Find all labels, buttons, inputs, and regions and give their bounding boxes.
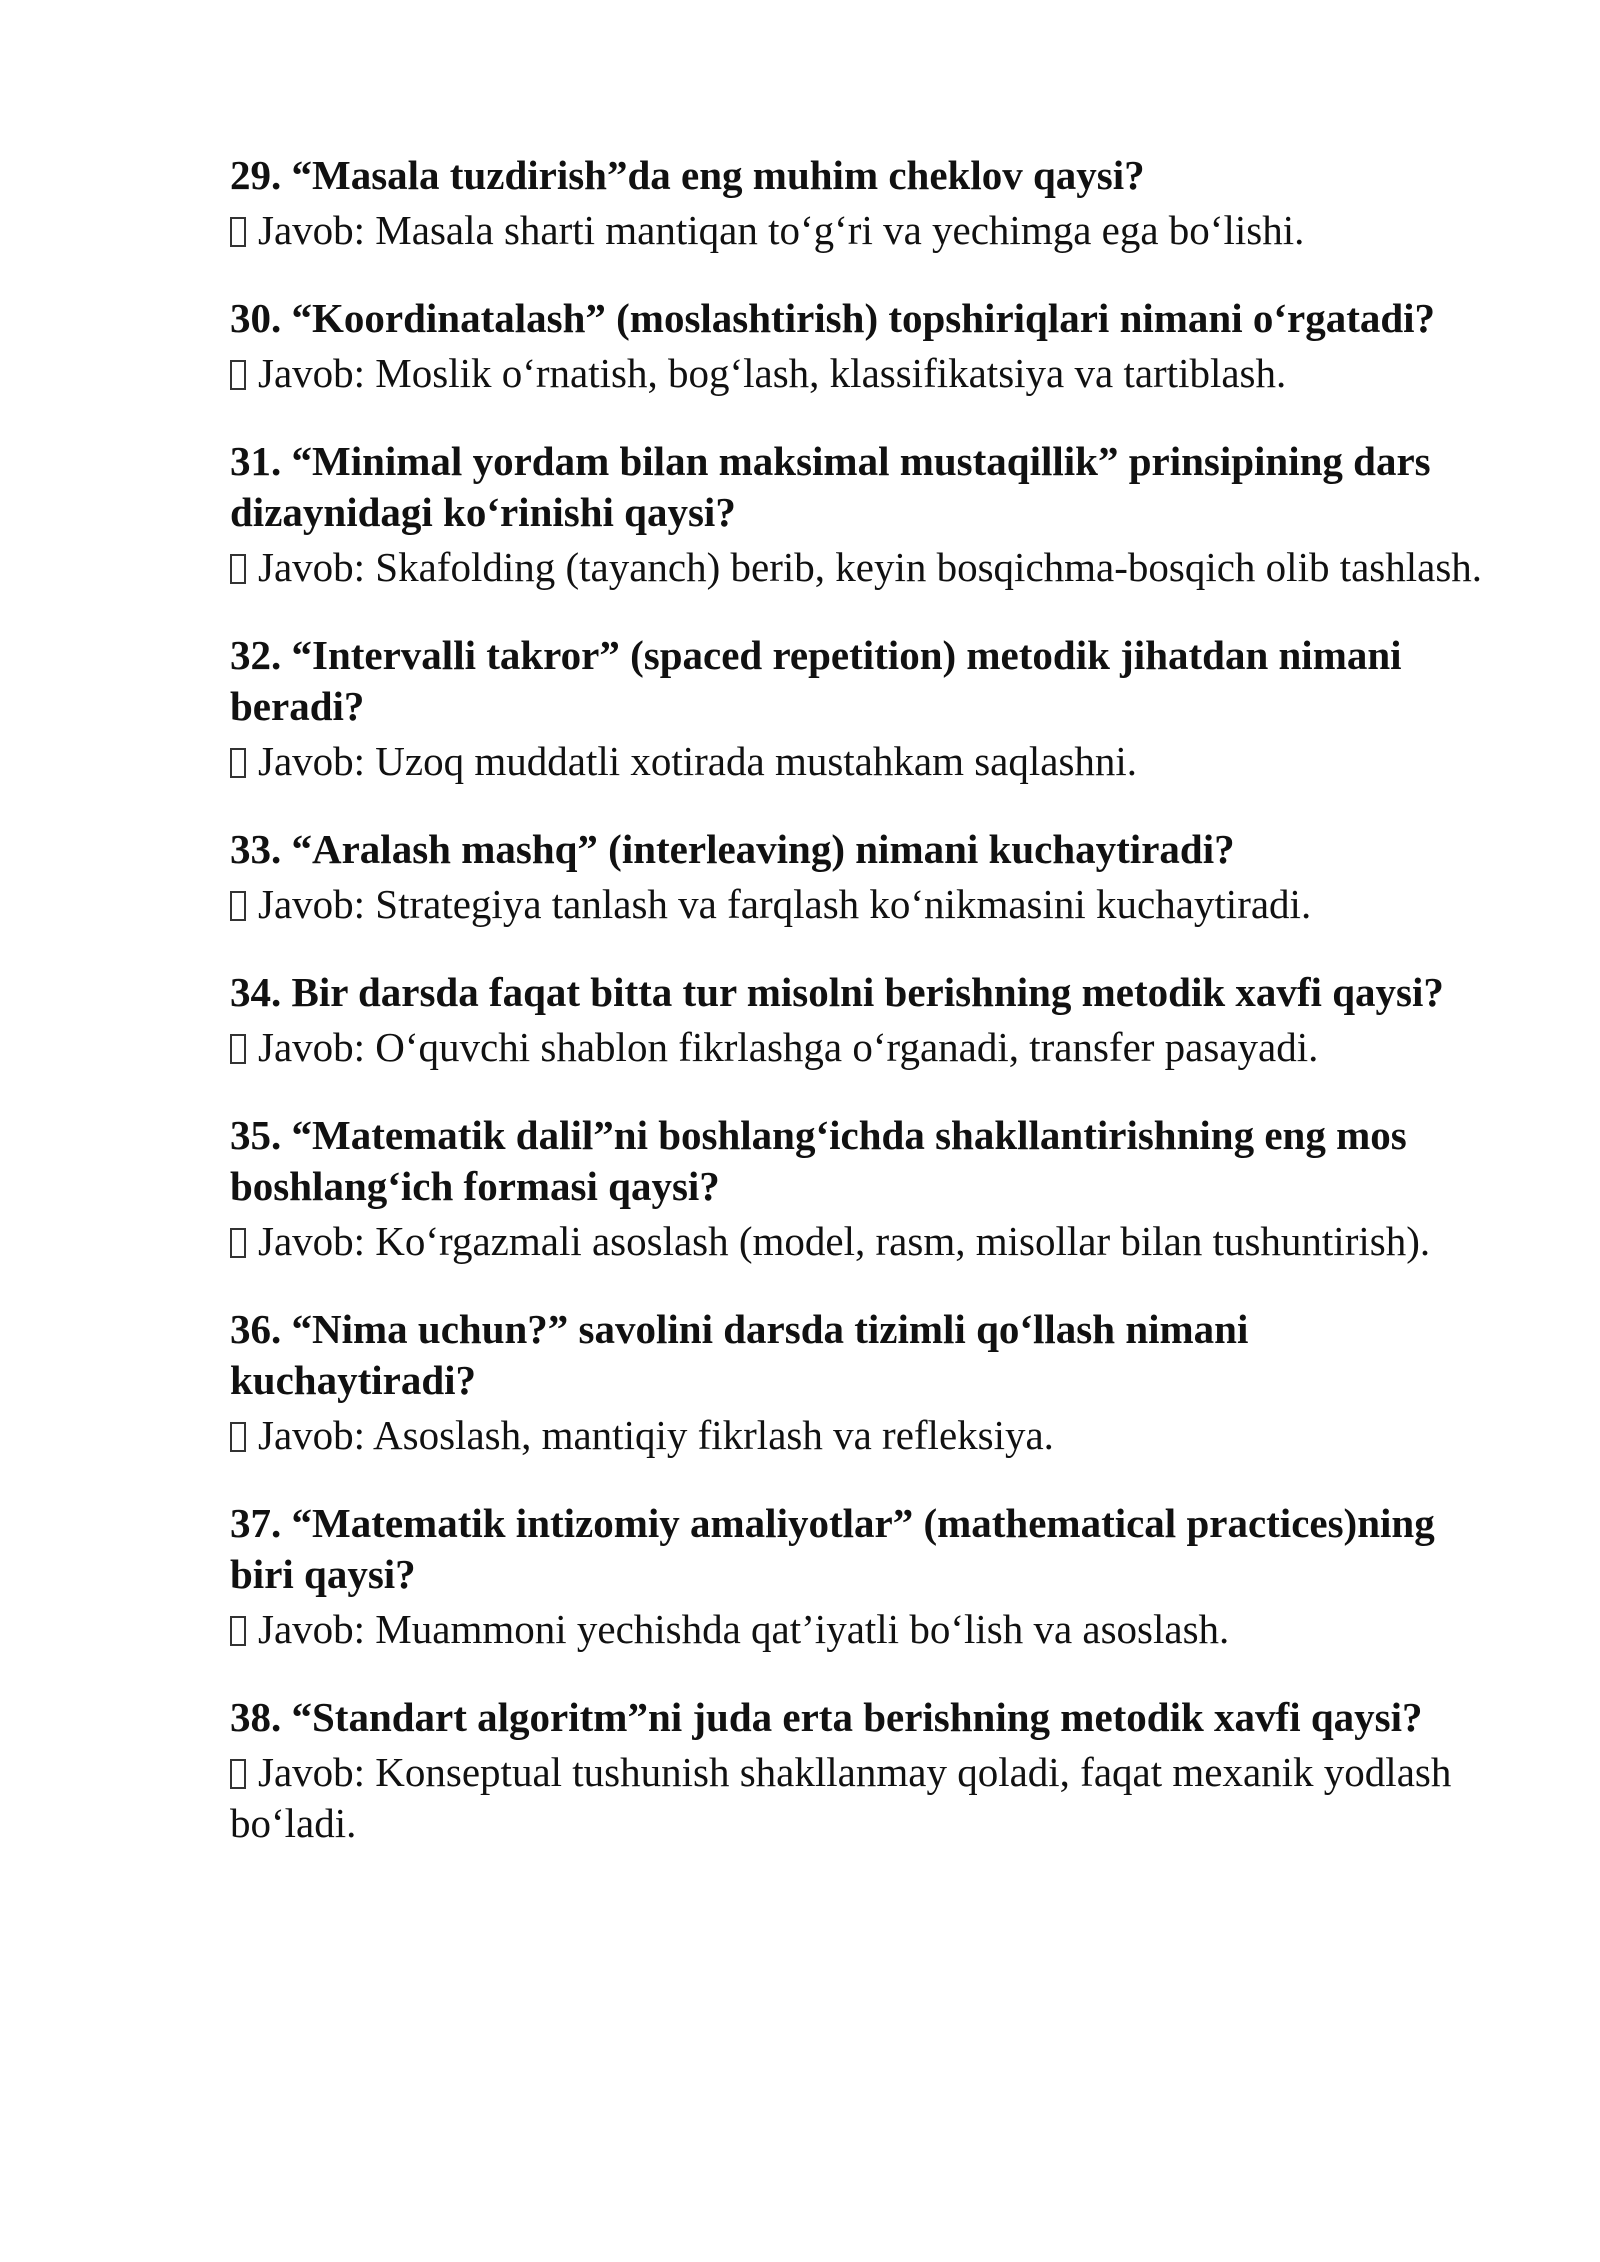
answer-30 — [230, 348, 1500, 399]
answer-31 — [230, 542, 1500, 593]
qa-item-29 — [230, 150, 1500, 256]
question-35: 35. “Matematik dalil”ni boshlang‘ichda shakllantirishning eng mos boshlang‘ich formasi qaysi? — [230, 1112, 1407, 1209]
question-33: 33. “Aralash mashq” (interleaving) nimani kuchaytiradi? — [230, 826, 1235, 872]
answer-text-36: Javob: Asoslash, mantiqiy fikrlash va refleksiya. — [258, 1412, 1054, 1458]
answer-text-35: Javob: Ko‘rgazmali asoslash (model, rasm, misollar bilan tushuntirish). — [258, 1218, 1431, 1264]
qa-item-37 — [230, 1498, 1500, 1655]
answer-32 — [230, 736, 1500, 787]
answer-29 — [230, 205, 1500, 256]
qa-item-31 — [230, 436, 1500, 593]
answer-text-31: Javob: Skafolding (tayanch) berib, keyin bosqichma-bosqich olib tashlash. — [258, 544, 1483, 590]
question-36: 36. “Nima uchun?” savolini darsda tizimli qo‘llash nimani kuchaytiradi? — [230, 1306, 1249, 1403]
qa-item-33 — [230, 824, 1500, 930]
qa-item-36 — [230, 1304, 1500, 1461]
missing-glyph-box-icon — [230, 1422, 246, 1452]
missing-glyph-box-icon — [230, 1616, 246, 1646]
answer-37 — [230, 1604, 1500, 1655]
answer-text-30: Javob: Moslik o‘rnatish, bog‘lash, klassifikatsiya va tartiblash. — [258, 350, 1287, 396]
missing-glyph-box-icon — [230, 891, 246, 921]
document-page — [230, 150, 1500, 1886]
answer-text-34: Javob: O‘quvchi shablon fikrlashga o‘rganadi, transfer pasayadi. — [258, 1024, 1319, 1070]
answer-36 — [230, 1410, 1500, 1461]
qa-item-35 — [230, 1110, 1500, 1267]
answer-34 — [230, 1022, 1500, 1073]
missing-glyph-box-icon — [230, 1228, 246, 1258]
missing-glyph-box-icon — [230, 1759, 246, 1789]
missing-glyph-box-icon — [230, 748, 246, 778]
answer-38 — [230, 1747, 1500, 1849]
answer-text-37: Javob: Muammoni yechishda qat’iyatli bo‘lish va asoslash. — [258, 1606, 1230, 1652]
answer-35 — [230, 1216, 1500, 1267]
qa-item-30 — [230, 293, 1500, 399]
qa-item-38 — [230, 1692, 1500, 1849]
question-30: 30. “Koordinatalash” (moslashtirish) topshiriqlari nimani o‘rgatadi? — [230, 295, 1436, 341]
question-34: 34. Bir darsda faqat bitta tur misolni berishning metodik xavfi qaysi? — [230, 969, 1444, 1015]
qa-item-32 — [230, 630, 1500, 787]
missing-glyph-box-icon — [230, 554, 246, 584]
question-29: 29. “Masala tuzdirish”da eng muhim cheklov qaysi? — [230, 152, 1145, 198]
missing-glyph-box-icon — [230, 1034, 246, 1064]
question-32: 32. “Intervalli takror” (spaced repetition) metodik jihatdan nimani beradi? — [230, 632, 1402, 729]
answer-text-32: Javob: Uzoq muddatli xotirada mustahkam saqlashni. — [258, 738, 1138, 784]
answer-text-29: Javob: Masala sharti mantiqan to‘g‘ri va yechimga ega bo‘lishi. — [258, 207, 1305, 253]
answer-text-38: Javob: Konseptual tushunish shakllanmay qoladi, faqat mexanik yodlash bo‘ladi. — [230, 1749, 1452, 1846]
missing-glyph-box-icon — [230, 217, 246, 247]
question-38: 38. “Standart algoritm”ni juda erta berishning metodik xavfi qaysi? — [230, 1694, 1423, 1740]
question-31: 31. “Minimal yordam bilan maksimal mustaqillik” prinsipining dars dizaynidagi ko‘rinishi qaysi? — [230, 438, 1431, 535]
missing-glyph-box-icon — [230, 360, 246, 390]
qa-item-34 — [230, 967, 1500, 1073]
answer-text-33: Javob: Strategiya tanlash va farqlash ko‘nikmasini kuchaytiradi. — [258, 881, 1312, 927]
question-37: 37. “Matematik intizomiy amaliyotlar” (mathematical practices)ning biri qaysi? — [230, 1500, 1435, 1597]
answer-33 — [230, 879, 1500, 930]
